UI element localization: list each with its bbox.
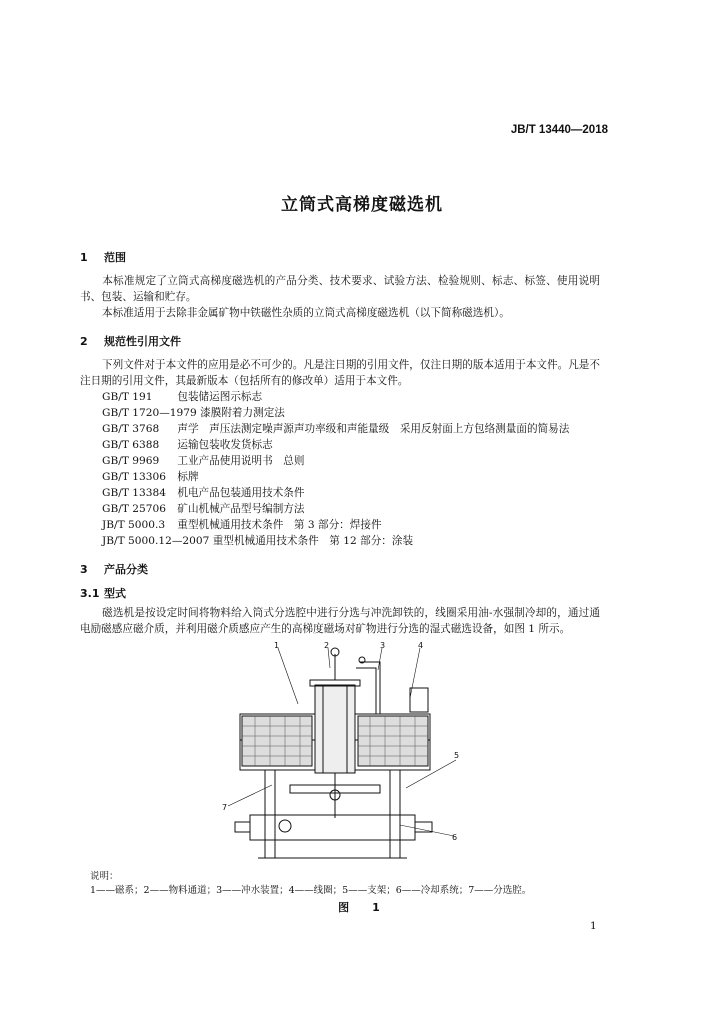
section-title: 规范性引用文件 — [104, 335, 181, 348]
section-1-paragraph-1 — [80, 273, 600, 305]
section-number: 2 — [80, 335, 88, 348]
section-1-paragraph-2 — [80, 305, 600, 321]
section-2-paragraph — [80, 357, 600, 389]
reference-item — [102, 485, 305, 500]
reference-title: 工业产品使用说明书 总则 — [177, 455, 305, 467]
reference-item — [102, 469, 199, 484]
reference-item — [102, 501, 305, 516]
standard-code: JB/T 13440—2018 — [510, 124, 608, 136]
reference-title: 矿山机械产品型号编制方法 — [177, 503, 305, 515]
callout-2: 2 — [324, 641, 330, 650]
paragraph-text: 本标准规定了立筒式高梯度磁选机的产品分类、技术要求、试验方法、检验规则、标志、标签、使用说明书、包装、运输和贮存。 — [80, 275, 600, 303]
reference-title: 运输包装收发货标志 — [177, 439, 273, 451]
figure-legend: 1——磁系；2——物料通道；3——冲水装置；4——线圈；5——支架；6——冷却系统；7——分选腔。 — [90, 885, 532, 896]
figure-caption: 图 1 — [338, 901, 386, 914]
reference-title: 重型机械通用技术条件 第 3 部分：焊接件 — [177, 519, 382, 531]
callout-6: 6 — [452, 833, 458, 842]
subsection-3-1-heading — [80, 585, 126, 601]
reference-title: 包装储运图示标志 — [177, 391, 263, 403]
reference-code: GB/T 6388 — [102, 439, 160, 451]
reference-code: GB/T 9969 — [102, 455, 160, 467]
reference-code: JB/T 5000.12—2007 — [102, 535, 210, 547]
reference-title: 标牌 — [177, 471, 199, 483]
paragraph-text: 磁选机是按设定时间将物料给入筒式分选腔中进行分选与冲洗卸铁的，线圈采用油-水强制冷却的，通过通电励磁感应磁介质，并利用磁介质感应产生的高梯度磁场对矿物进行分选的湿式磁选设备，如图 1 所示。 — [80, 607, 600, 635]
document-title: 立筒式高梯度磁选机 — [281, 195, 443, 215]
reference-item — [102, 437, 273, 452]
callout-4: 4 — [418, 641, 424, 650]
subsection-title: 型式 — [104, 587, 126, 600]
reference-code: GB/T 191 — [102, 391, 153, 403]
section-title: 范围 — [104, 251, 126, 264]
section-number: 1 — [80, 251, 88, 264]
figure-note-label: 说明： — [90, 871, 119, 882]
section-1-heading — [80, 249, 126, 265]
callout-5: 5 — [454, 751, 460, 760]
section-number: 3 — [80, 563, 88, 576]
reference-item — [102, 533, 413, 548]
section-3-heading — [80, 561, 148, 577]
figure-1-drawing — [210, 640, 470, 865]
reference-item — [102, 405, 285, 420]
paragraph-text: 本标准适用于去除非金属矿物中铁磁性杂质的立筒式高梯度磁选机（以下简称磁选机）。 — [102, 307, 510, 319]
reference-code: GB/T 1720—1979 — [102, 407, 197, 419]
reference-item — [102, 517, 382, 532]
section-title: 产品分类 — [104, 563, 148, 576]
reference-title: 漆膜附着力测定法 — [200, 407, 285, 419]
callout-7: 7 — [222, 803, 228, 812]
section-2-heading — [80, 333, 181, 349]
callout-3: 3 — [380, 641, 386, 650]
reference-item — [102, 453, 305, 468]
reference-item — [102, 421, 569, 436]
callout-1: 1 — [274, 641, 280, 650]
page-number: 1 — [590, 920, 597, 932]
reference-item — [102, 389, 262, 404]
reference-code: GB/T 3768 — [102, 423, 160, 435]
paragraph-text: 下列文件对于本文件的应用是必不可少的。凡是注日期的引用文件，仅注日期的版本适用于本文件。凡是不注日期的引用文件，其最新版本（包括所有的修改单）适用于本文件。 — [80, 359, 600, 387]
reference-title: 机电产品包装通用技术条件 — [177, 487, 305, 499]
reference-code: GB/T 13384 — [102, 487, 166, 499]
reference-title: 重型机械通用技术条件 第 12 部分：涂装 — [212, 535, 414, 547]
reference-code: GB/T 25706 — [102, 503, 166, 515]
reference-code: GB/T 13306 — [102, 471, 166, 483]
subsection-3-1-paragraph — [80, 605, 600, 637]
reference-title: 声学 声压法测定噪声源声功率级和声能量级 采用反射面上方包络测量面的简易法 — [177, 423, 570, 435]
reference-code: JB/T 5000.3 — [102, 519, 166, 531]
subsection-number: 3.1 — [80, 587, 100, 600]
